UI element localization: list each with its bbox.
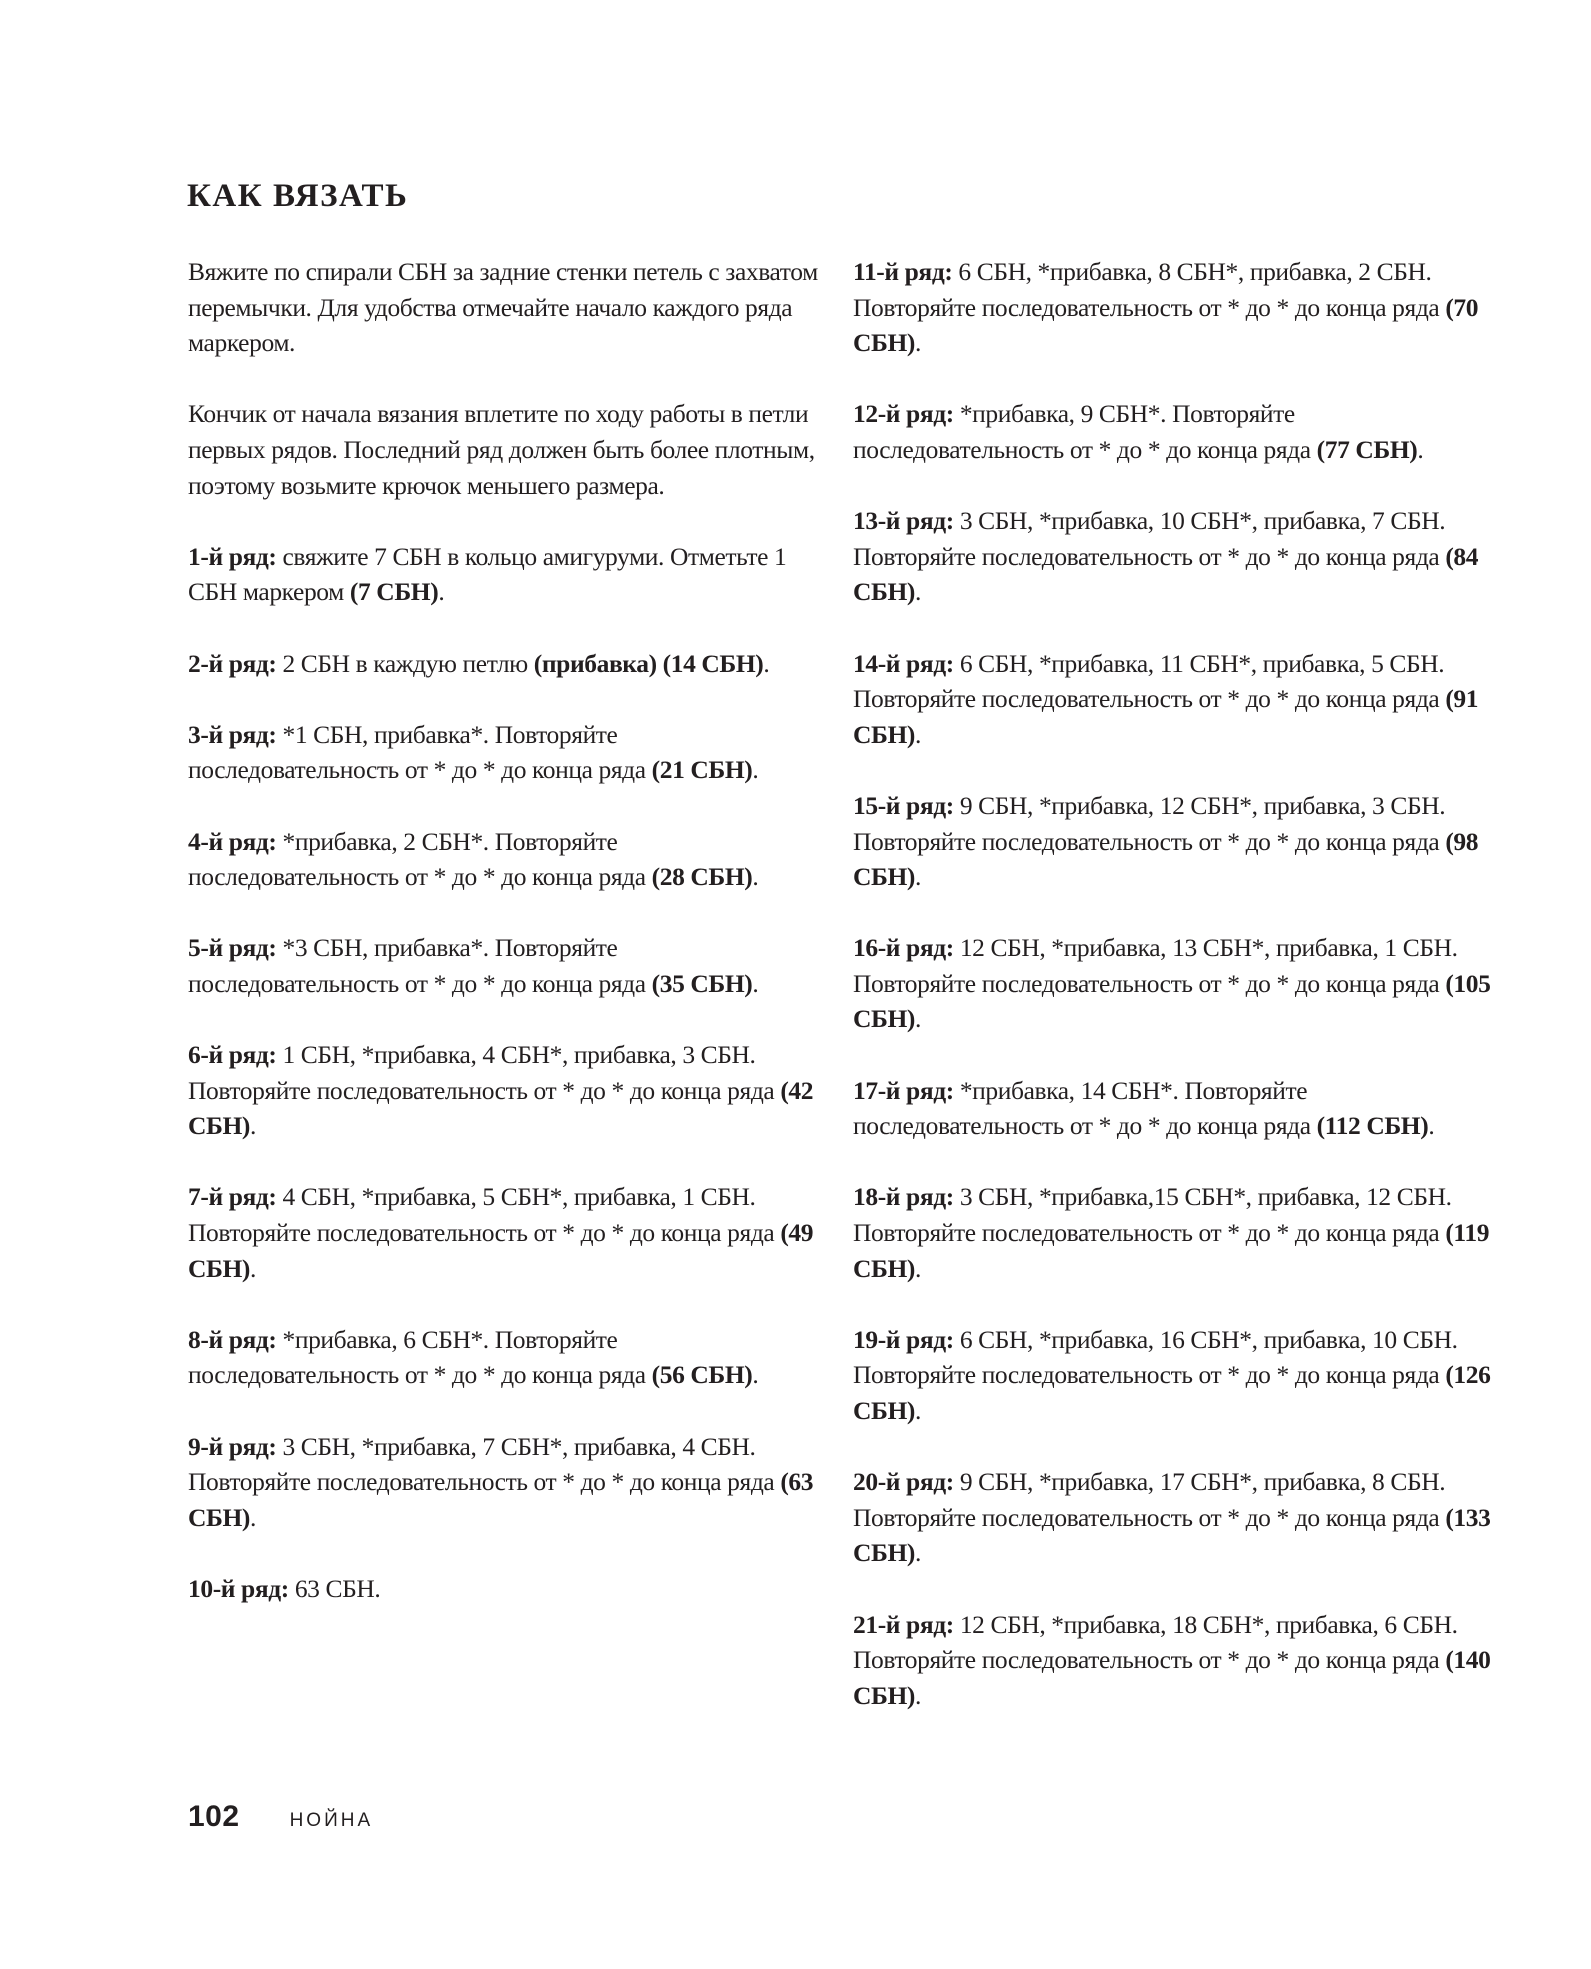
row-label: 2-й ряд:: [188, 648, 277, 678]
row-label: 18-й ряд:: [853, 1182, 954, 1212]
row-end-punctuation: .: [250, 1111, 256, 1141]
row-label: 8-й ряд:: [188, 1324, 277, 1354]
row-label: 17-й ряд:: [853, 1075, 954, 1105]
row-instruction: [853, 254, 1493, 361]
row-text: 9 СБН, *прибавка, 12 СБН*, прибавка, 3 СБН. Повторяйте последовательность от * до * до конца ряда: [853, 790, 1446, 856]
row-label: 19-й ряд:: [853, 1324, 954, 1354]
row-stitch-total: (84 СБН): [853, 541, 1479, 607]
row-stitch-total: (126 СБН): [853, 1360, 1491, 1425]
row-stitch-total: (7 СБН): [349, 577, 439, 607]
row-end-punctuation: .: [915, 1680, 921, 1710]
row-end-punctuation: .: [1417, 434, 1424, 464]
row-end-punctuation: .: [250, 1502, 256, 1532]
row-label: 6-й ряд:: [188, 1040, 277, 1070]
row-stitch-total: (91 СБН): [853, 684, 1479, 749]
right-column: [853, 254, 1493, 1749]
row-label: 1-й ряд:: [188, 541, 277, 571]
row-end-punctuation: .: [1428, 1111, 1435, 1141]
row-label: 5-й ряд:: [188, 933, 277, 963]
intro-paragraph: Вяжите по спирали СБН за задние стенки петель с захватом перемычки. Для удобства отмечайте начало каждого ряда маркером.: [188, 257, 818, 358]
row-text: 1 СБН, *прибавка, 4 СБН*, прибавка, 3 СБН. Повторяйте последовательность от * до * до конца ряда: [188, 1040, 775, 1105]
row-instruction: [188, 539, 828, 610]
row-instruction: [188, 1322, 828, 1393]
row-end-punctuation: .: [250, 1253, 256, 1283]
row-text: 12 СБН, *прибавка, 18 СБН*, прибавка, 6 СБН. Повторяйте последовательность от * до * до конца ряда: [853, 1609, 1458, 1675]
row-stitch-total: (133 СБН): [853, 1502, 1491, 1568]
row-text: 12 СБН, *прибавка, 13 СБН*, прибавка, 1 СБН. Повторяйте последовательность от * до * до конца ряда: [853, 933, 1458, 998]
row-label: 16-й ряд:: [853, 933, 954, 963]
row-instruction: [188, 824, 828, 895]
row-instruction: [853, 646, 1493, 753]
row-end-punctuation: .: [915, 1396, 921, 1425]
row-instruction: [188, 717, 828, 788]
row-stitch-total: (прибавка) (14 СБН): [533, 648, 764, 678]
row-text: 4 СБН, *прибавка, 5 СБН*, прибавка, 1 СБН. Повторяйте последовательность от * до * до конца ряда: [188, 1182, 775, 1248]
row-end-punctuation: .: [763, 648, 770, 678]
row-label: 10-й ряд:: [188, 1573, 289, 1603]
row-instruction: [188, 930, 828, 1001]
row-label: 11-й ряд:: [853, 257, 953, 286]
left-column: [188, 254, 828, 1642]
row-text: 9 СБН, *прибавка, 17 СБН*, прибавка, 8 СБН. Повторяйте последовательность от * до * до конца ряда: [853, 1467, 1446, 1532]
row-end-punctuation: .: [752, 968, 759, 998]
row-list-left: [188, 539, 828, 1607]
row-label: 7-й ряд:: [188, 1182, 277, 1212]
row-text: *3 СБН, прибавка*. Повторяйте последовательность от * до * до конца ряда: [188, 933, 646, 998]
row-stitch-total: (98 СБН): [853, 826, 1479, 892]
row-label: 3-й ряд:: [188, 719, 277, 749]
row-stitch-total: (21 СБН): [651, 755, 753, 785]
row-text: *1 СБН, прибавка*. Повторяйте последовательность от * до * до конца ряда: [188, 719, 646, 785]
row-text: 2 СБН в каждую петлю: [282, 648, 528, 678]
row-instruction: [188, 1429, 828, 1536]
row-end-punctuation: .: [915, 1538, 921, 1568]
row-stitch-total: (42 СБН): [188, 1075, 814, 1141]
row-stitch-total: (105 СБН): [853, 968, 1491, 1034]
row-instruction: [853, 1073, 1493, 1144]
row-stitch-total: (77 СБН): [1316, 434, 1418, 464]
page-footer: [188, 1800, 373, 1834]
row-stitch-total: (35 СБН): [651, 968, 753, 998]
row-text: *прибавка, 2 СБН*. Повторяйте последовательность от * до * до конца ряда: [188, 826, 646, 892]
row-text: *прибавка, 6 СБН*. Повторяйте последовательность от * до * до конца ряда: [188, 1324, 646, 1390]
row-instruction: [188, 1037, 828, 1144]
row-text: 3 СБН, *прибавка, 10 СБН*, прибавка, 7 СБН. Повторяйте последовательность от * до * до конца ряда: [853, 506, 1446, 571]
page-number: 102: [188, 1800, 240, 1833]
row-instruction: [853, 1607, 1493, 1714]
row-text: свяжите 7 СБН в кольцо амигуруми. Отметьте 1 СБН маркером: [188, 541, 787, 607]
row-text: 3 СБН, *прибавка,15 СБН*, прибавка, 12 СБН. Повторяйте последовательность от * до * до конца ряда: [853, 1182, 1452, 1248]
row-text: *прибавка, 9 СБН*. Повторяйте последовательность от * до * до конца ряда: [853, 399, 1311, 464]
row-instruction: [188, 1179, 828, 1286]
row-instruction: [853, 1179, 1493, 1286]
row-end-punctuation: .: [915, 328, 921, 358]
row-text: *прибавка, 14 СБН*. Повторяйте последовательность от * до * до конца ряда: [853, 1075, 1311, 1141]
section-heading: КАК ВЯЗАТЬ: [187, 178, 409, 214]
row-instruction: [188, 1571, 828, 1607]
row-label: 9-й ряд:: [188, 1431, 277, 1461]
row-stitch-total: (63 СБН): [188, 1467, 814, 1532]
row-label: 21-й ряд:: [853, 1609, 954, 1639]
row-label: 14-й ряд:: [853, 648, 954, 678]
row-stitch-total: (56 СБН): [651, 1360, 753, 1390]
row-stitch-total: (112 СБН): [1316, 1111, 1429, 1141]
row-end-punctuation: .: [915, 719, 921, 749]
row-text: 3 СБН, *прибавка, 7 СБН*, прибавка, 4 СБН. Повторяйте последовательность от * до * до конца ряда: [188, 1431, 775, 1497]
row-text: 63 СБН.: [294, 1573, 381, 1603]
row-end-punctuation: .: [752, 755, 759, 785]
row-instruction: [853, 1322, 1493, 1429]
row-label: 4-й ряд:: [188, 826, 277, 856]
row-end-punctuation: .: [915, 1004, 921, 1034]
row-stitch-total: (70 СБН): [853, 292, 1479, 358]
row-end-punctuation: .: [752, 1360, 759, 1390]
row-text: 6 СБН, *прибавка, 8 СБН*, прибавка, 2 СБН. Повторяйте последовательность от * до * до конца ряда: [853, 257, 1440, 322]
row-label: 20-й ряд:: [853, 1467, 954, 1497]
row-stitch-total: (140 СБН): [853, 1645, 1491, 1710]
row-instruction: [853, 1464, 1493, 1571]
intro-paragraph: Кончик от начала вязания вплетите по ходу работы в петли первых рядов. Последний ряд должен быть более плотным, поэтому возьмите крючок меньшего размера.: [188, 399, 815, 500]
row-list-right: [853, 254, 1493, 1713]
row-stitch-total: (49 СБН): [188, 1218, 814, 1283]
row-label: 12-й ряд:: [853, 399, 954, 429]
row-instruction: [853, 930, 1493, 1037]
row-text: 6 СБН, *прибавка, 16 СБН*, прибавка, 10 СБН. Повторяйте последовательность от * до * до конца ряда: [853, 1324, 1458, 1390]
row-instruction: [188, 646, 828, 682]
row-label: 15-й ряд:: [853, 790, 954, 820]
row-text: 6 СБН, *прибавка, 11 СБН*, прибавка, 5 СБН. Повторяйте последовательность от * до * до конца ряда: [853, 648, 1445, 714]
row-label: 13-й ряд:: [853, 506, 954, 536]
row-stitch-total: (28 СБН): [651, 862, 753, 892]
row-instruction: [853, 503, 1493, 610]
row-end-punctuation: .: [752, 862, 759, 892]
row-stitch-total: (119 СБН): [853, 1218, 1490, 1283]
row-instruction: [853, 788, 1493, 895]
book-title: НОЙНА: [289, 1810, 374, 1831]
row-end-punctuation: .: [915, 1253, 921, 1283]
row-end-punctuation: .: [915, 577, 921, 607]
row-end-punctuation: .: [438, 577, 445, 607]
row-instruction: [853, 396, 1493, 467]
row-end-punctuation: .: [915, 862, 921, 892]
